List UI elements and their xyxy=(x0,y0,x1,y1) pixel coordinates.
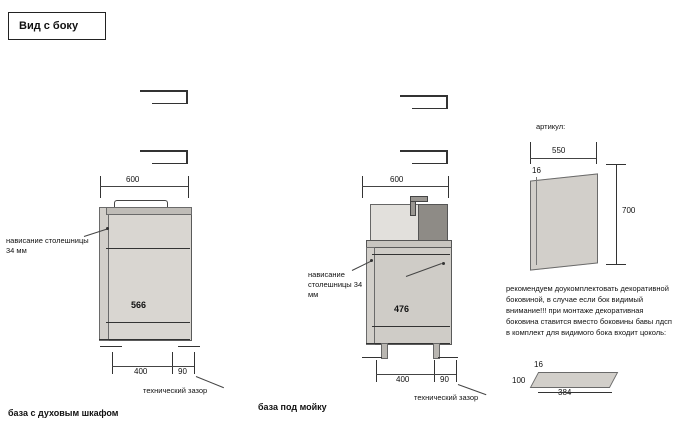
panel-height-tick-top xyxy=(606,164,626,165)
title-box xyxy=(8,12,106,40)
left-gap-caption: технический зазор xyxy=(143,386,208,395)
mid-countertop-profile-top xyxy=(400,95,448,97)
left-bottom-line xyxy=(99,339,190,340)
left-countertop-profile-bottom xyxy=(140,150,188,152)
left-dim-90-label: 90 xyxy=(178,367,187,376)
mid-dim-90-label: 90 xyxy=(440,375,449,384)
plinth-shape xyxy=(530,372,619,388)
mid-leg-left xyxy=(381,343,388,359)
left-plinth-line xyxy=(106,322,190,323)
left-base-hatch-b xyxy=(178,346,200,347)
mid-inner-height-label: 476 xyxy=(394,304,410,314)
mid-unit-caption: база под мойку xyxy=(258,402,327,412)
mid-countertop-profile-bottom-under xyxy=(412,163,448,164)
left-dim400-ext-l xyxy=(112,352,113,374)
left-countertop-profile-bottom-under xyxy=(152,163,188,164)
decorative-side-panel xyxy=(530,173,598,270)
mid-countertop-profile-top-edge xyxy=(446,95,448,109)
plinth-height-label: 100 xyxy=(512,376,526,385)
mid-dim-400-label: 400 xyxy=(396,375,410,384)
page-title: Вид с боку xyxy=(19,20,79,32)
mid-body-top-line xyxy=(372,254,450,255)
left-dim90-ext-r xyxy=(194,352,195,374)
mid-dim400-ext-l xyxy=(376,360,377,382)
mid-sink-bowl xyxy=(418,204,448,242)
mid-countertop-profile-bottom-edge xyxy=(446,150,448,164)
mid-gap-caption: технический зазор xyxy=(414,393,479,402)
left-inner-height-label: 566 xyxy=(131,300,147,310)
mid-countertop-profile-bottom xyxy=(400,150,448,152)
mid-plinth-line xyxy=(372,326,450,327)
panel-dim-700-label: 700 xyxy=(622,206,636,215)
mid-countertop-profile-top-under xyxy=(412,108,448,109)
left-countertop-profile-top-under xyxy=(152,103,188,104)
panel-note-line3: внимание!!! при монтаже декоративная xyxy=(506,306,644,315)
panel-dim-ext-r xyxy=(596,142,597,164)
mid-dim-ext-right xyxy=(448,176,449,198)
left-unit-caption: база с духовым шкафом xyxy=(8,408,119,418)
mid-dim-line-600 xyxy=(362,186,448,187)
left-cabinet-body xyxy=(106,207,192,341)
left-dim-ext-right xyxy=(188,176,189,198)
mid-dim-ext-left xyxy=(362,176,363,198)
left-base-hatch-a xyxy=(100,346,122,347)
left-dim-400-label: 400 xyxy=(134,367,148,376)
left-countertop-profile-top-edge xyxy=(186,90,188,104)
panel-thickness-edge xyxy=(536,177,537,265)
mid-dim-600-label: 600 xyxy=(390,175,404,184)
mid-dim90-ext-r xyxy=(456,360,457,382)
panel-height-tick-bottom xyxy=(606,264,626,265)
mid-faucet-spout xyxy=(410,196,428,202)
mid-body-leader-dot xyxy=(442,262,445,265)
left-countertop-profile-bottom-edge xyxy=(186,150,188,164)
left-dim-600-label: 600 xyxy=(126,175,140,184)
left-countertop-profile-top xyxy=(140,90,188,92)
left-top-strip xyxy=(106,207,192,215)
plinth-dim-line xyxy=(538,392,612,393)
left-oven-line xyxy=(106,248,190,249)
panel-note-line1: рекомендуем доукомплектовать декоративной xyxy=(506,284,669,293)
left-dim400-ext-r xyxy=(172,352,173,374)
left-overhang-leader-dot xyxy=(106,227,109,230)
mid-overhang-note: нависание столешницы 34 мм xyxy=(308,270,363,299)
mid-dim400-ext-r xyxy=(434,360,435,382)
panel-note-line4: боковина ставится вместо боковины бавы лдсп xyxy=(506,317,672,326)
mid-base-hatch-b xyxy=(438,357,458,358)
mid-base-hatch-a xyxy=(362,357,382,358)
panel-dim-550-label: 550 xyxy=(552,146,566,155)
panel-note-line2: боковиной, в случае если бок видимый xyxy=(506,295,644,304)
panel-note-line5: в комплект для видимого бока входит цоколь: xyxy=(506,328,667,337)
panel-thickness-label: 16 xyxy=(532,166,541,175)
plinth-thickness-label: 16 xyxy=(534,360,543,369)
panel-dim-line-550 xyxy=(530,158,596,159)
left-overhang-note: нависание столешницы 34 мм xyxy=(6,236,89,255)
mid-overhang-leader-dot xyxy=(370,259,373,262)
article-label: артикул: xyxy=(536,122,566,131)
panel-height-dim-line xyxy=(616,164,617,264)
panel-dim-ext-l xyxy=(530,142,531,164)
mid-cabinet-body xyxy=(372,247,452,345)
left-dim-ext-left xyxy=(100,176,101,198)
left-dim-line-600 xyxy=(100,186,188,187)
